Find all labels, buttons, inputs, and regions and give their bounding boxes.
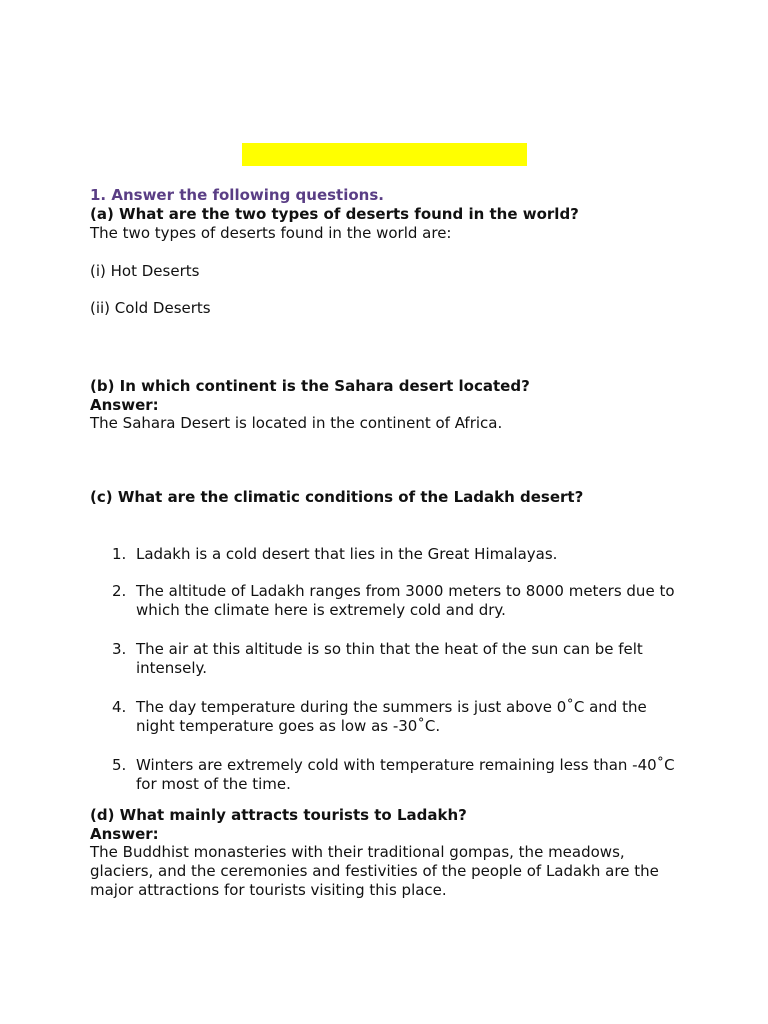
answer-d-text: The Buddhist monasteries with their traditional gompas, the meadows, glaciers, and the ceremonies and festivities of the people of Ladakh are the major attractions for tourists visiting this place. xyxy=(90,843,659,899)
list-item-number: 1. xyxy=(112,545,127,563)
list-item xyxy=(90,582,690,620)
question-b: (b) In which continent is the Sahara desert located? xyxy=(90,377,530,395)
list-item-text: Ladakh is a cold desert that lies in the Great Himalayas. xyxy=(136,545,558,563)
answer-a-intro: The two types of deserts found in the world are: xyxy=(90,224,452,242)
list-item-number: 3. xyxy=(112,640,127,658)
list-item-number: 5. xyxy=(112,756,127,774)
list-item xyxy=(90,640,690,678)
answer-d-label: Answer: xyxy=(90,825,159,843)
list-item-text: The day temperature during the summers is just above 0˚C and the night temperature goes as low as -30˚C. xyxy=(136,698,647,735)
document-body xyxy=(90,185,690,900)
answer-a-item-cold: (ii) Cold Deserts xyxy=(90,299,211,317)
question-c: (c) What are the climatic conditions of the Ladakh desert? xyxy=(90,488,584,506)
title-highlight-bar xyxy=(242,143,527,166)
list-item-text: The air at this altitude is so thin that the heat of the sun can be felt intensely. xyxy=(136,640,643,677)
list-item-text: The altitude of Ladakh ranges from 3000 meters to 8000 meters due to which the climate here is extremely cold and dry. xyxy=(136,582,675,619)
list-item-number: 2. xyxy=(112,582,127,600)
list-item xyxy=(90,756,690,794)
list-item xyxy=(90,698,690,736)
answer-b-text: The Sahara Desert is located in the continent of Africa. xyxy=(90,414,503,432)
list-item-text: Winters are extremely cold with temperature remaining less than -40˚C for most of the time. xyxy=(136,756,675,793)
question-a: (a) What are the two types of deserts found in the world? xyxy=(90,205,579,223)
question-d: (d) What mainly attracts tourists to Ladakh? xyxy=(90,806,467,824)
climate-points-list xyxy=(90,545,690,794)
list-item xyxy=(90,545,690,564)
list-item-number: 4. xyxy=(112,698,127,716)
answer-b-label: Answer: xyxy=(90,396,159,414)
answer-a-item-hot: (i) Hot Deserts xyxy=(90,262,200,280)
section-heading: 1. Answer the following questions. xyxy=(90,186,384,204)
